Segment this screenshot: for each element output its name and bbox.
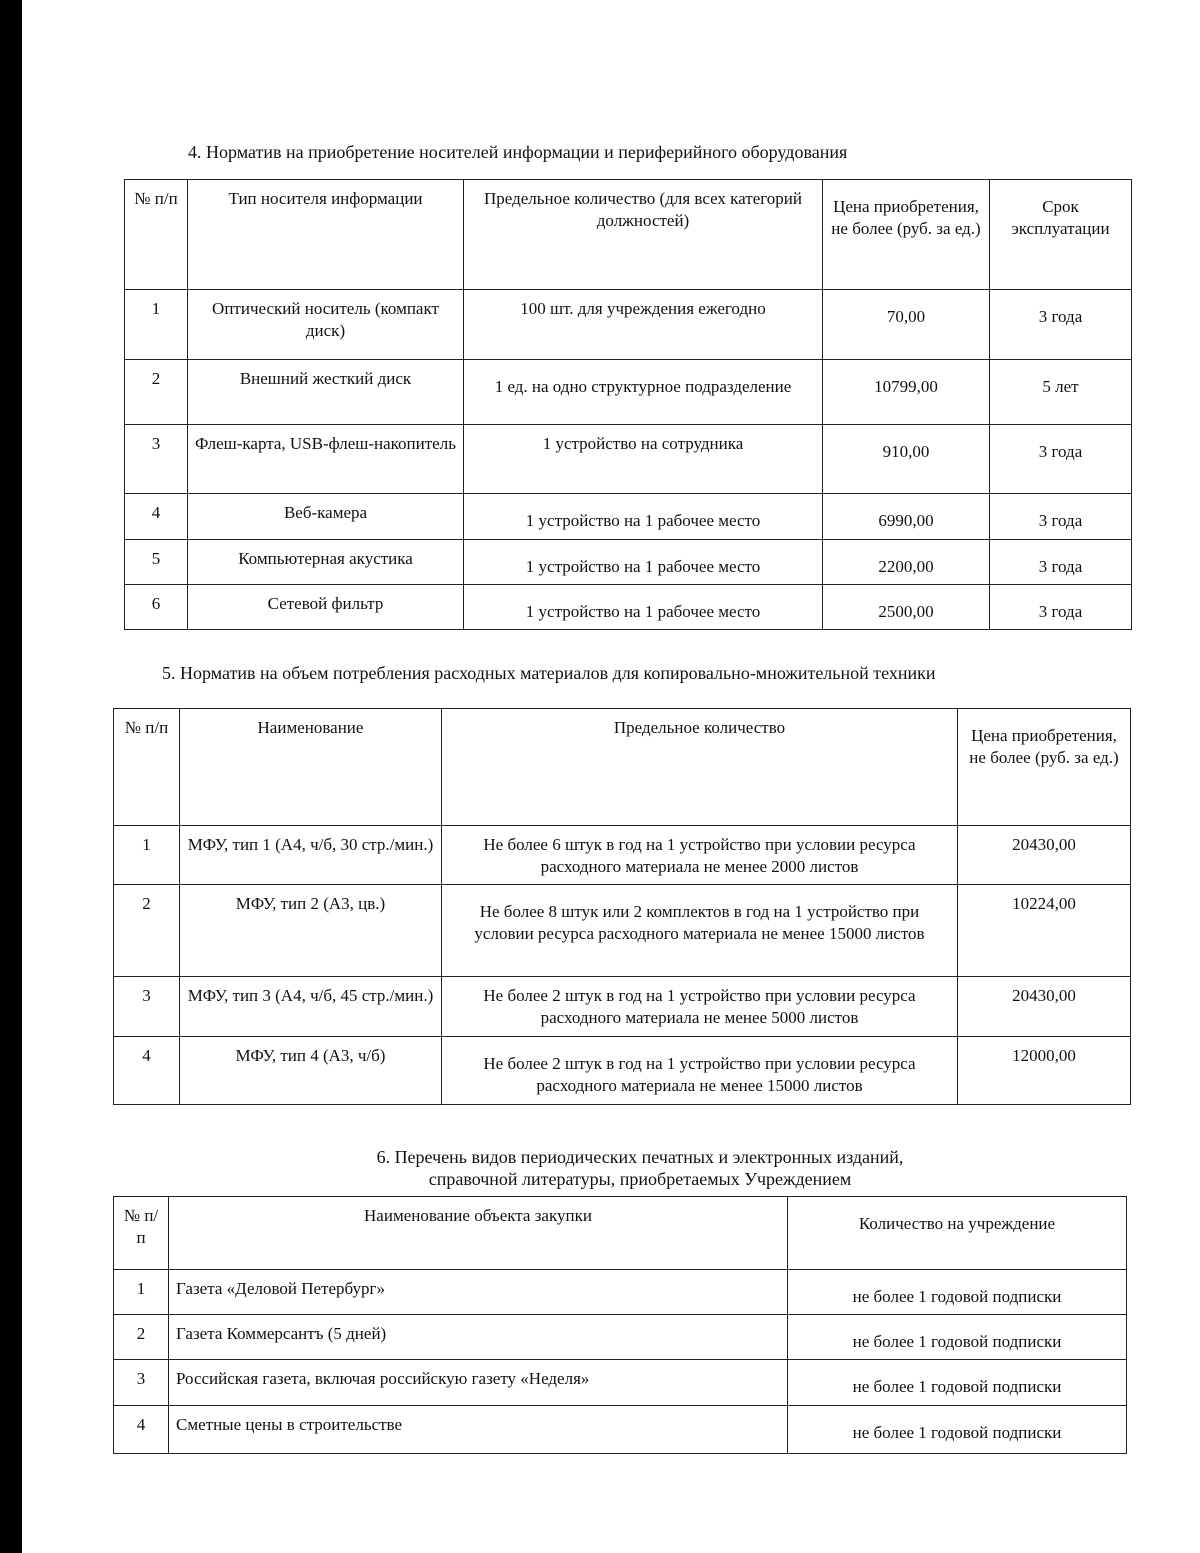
cell-term: 3 года — [990, 425, 1132, 494]
cell-type: Сетевой фильтр — [188, 585, 464, 630]
header-name: Наименование — [180, 709, 442, 826]
cell-term: 3 года — [990, 290, 1132, 360]
cell-qty: не более 1 годовой подписки — [788, 1360, 1127, 1406]
table-row — [114, 885, 1131, 977]
section-5-title: 5. Норматив на объем потребления расходных материалов для копировально-множительной техники — [162, 663, 936, 683]
section-6-title-line-1: 6. Перечень видов периодических печатных и электронных изданий, — [376, 1147, 904, 1167]
cell-name: МФУ, тип 3 (А4, ч/б, 45 стр./мин.) — [180, 977, 442, 1037]
table-header-row — [114, 1197, 1127, 1270]
table-row — [125, 494, 1132, 540]
cell-num: 2 — [114, 1315, 169, 1360]
cell-num: 3 — [125, 425, 188, 494]
table-row — [125, 290, 1132, 360]
header-term: Срок эксплуатации — [990, 180, 1132, 290]
header-qty: Количество на учреждение — [788, 1197, 1127, 1270]
cell-price: 20430,00 — [958, 826, 1131, 885]
cell-num: 4 — [125, 494, 188, 540]
table-row — [114, 826, 1131, 885]
cell-qty: Не более 2 штук в год на 1 устройство при условии ресурса расходного материала не менее 15000 листов — [442, 1037, 958, 1105]
header-num: № п/п — [114, 1197, 169, 1270]
cell-type: Флеш-карта, USB-флеш-накопитель — [188, 425, 464, 494]
cell-name: МФУ, тип 1 (А4, ч/б, 30 стр./мин.) — [180, 826, 442, 885]
cell-num: 5 — [125, 540, 188, 585]
cell-name: Российская газета, включая российскую газету «Неделя» — [169, 1360, 788, 1406]
cell-price: 6990,00 — [823, 494, 990, 540]
scan-left-edge — [0, 0, 22, 1553]
table-periodicals — [113, 1196, 1127, 1454]
cell-price: 20430,00 — [958, 977, 1131, 1037]
section-4-title: 4. Норматив на приобретение носителей информации и периферийного оборудования — [188, 142, 848, 162]
cell-qty: не более 1 годовой подписки — [788, 1315, 1127, 1360]
header-num: № п/п — [125, 180, 188, 290]
cell-term: 5 лет — [990, 360, 1132, 425]
cell-num: 1 — [114, 826, 180, 885]
cell-price: 2200,00 — [823, 540, 990, 585]
cell-price: 2500,00 — [823, 585, 990, 630]
table-row — [125, 360, 1132, 425]
cell-price: 70,00 — [823, 290, 990, 360]
cell-num: 6 — [125, 585, 188, 630]
cell-num: 2 — [114, 885, 180, 977]
cell-qty: 1 ед. на одно структурное подразделение — [464, 360, 823, 425]
section-6-title — [300, 1146, 980, 1190]
cell-num: 4 — [114, 1406, 169, 1454]
table-row — [125, 425, 1132, 494]
table-header-row — [114, 709, 1131, 826]
cell-price: 10799,00 — [823, 360, 990, 425]
cell-name: МФУ, тип 2 (А3, цв.) — [180, 885, 442, 977]
table-row — [114, 1406, 1127, 1454]
cell-qty: Не более 8 штук или 2 комплектов в год на 1 устройство при условии ресурса расходного материала не менее 15000 листов — [442, 885, 958, 977]
cell-qty: 100 шт. для учреждения ежегодно — [464, 290, 823, 360]
cell-type: Веб-камера — [188, 494, 464, 540]
cell-num: 1 — [114, 1270, 169, 1315]
cell-num: 2 — [125, 360, 188, 425]
cell-qty: Не более 6 штук в год на 1 устройство при условии ресурса расходного материала не менее 2000 листов — [442, 826, 958, 885]
header-type: Тип носителя информации — [188, 180, 464, 290]
table-header-row — [125, 180, 1132, 290]
table-row — [125, 540, 1132, 585]
cell-name: Сметные цены в строительстве — [169, 1406, 788, 1454]
table-row — [114, 1037, 1131, 1105]
cell-qty: 1 устройство на 1 рабочее место — [464, 540, 823, 585]
cell-qty: Не более 2 штук в год на 1 устройство при условии ресурса расходного материала не менее 5000 листов — [442, 977, 958, 1037]
cell-name: Газета «Деловой Петербург» — [169, 1270, 788, 1315]
header-qty: Предельное количество — [442, 709, 958, 826]
cell-qty: не более 1 годовой подписки — [788, 1406, 1127, 1454]
cell-qty: 1 устройство на сотрудника — [464, 425, 823, 494]
header-name: Наименование объекта закупки — [169, 1197, 788, 1270]
header-qty: Предельное количество (для всех категорий должностей) — [464, 180, 823, 290]
cell-type: Оптический носитель (компакт диск) — [188, 290, 464, 360]
cell-price: 12000,00 — [958, 1037, 1131, 1105]
table-storage-media — [124, 179, 1132, 630]
header-price: Цена приобретения, не более (руб. за ед.) — [823, 180, 990, 290]
cell-type: Внешний жесткий диск — [188, 360, 464, 425]
cell-type: Компьютерная акустика — [188, 540, 464, 585]
table-row — [114, 1360, 1127, 1406]
cell-num: 4 — [114, 1037, 180, 1105]
cell-qty: не более 1 годовой подписки — [788, 1270, 1127, 1315]
table-row — [125, 585, 1132, 630]
cell-term: 3 года — [990, 494, 1132, 540]
table-consumables — [113, 708, 1131, 1105]
cell-num: 3 — [114, 977, 180, 1037]
cell-term: 3 года — [990, 585, 1132, 630]
table-row — [114, 1270, 1127, 1315]
cell-num: 3 — [114, 1360, 169, 1406]
section-6-title-line-2: справочной литературы, приобретаемых Учреждением — [428, 1169, 852, 1189]
cell-term: 3 года — [990, 540, 1132, 585]
cell-qty: 1 устройство на 1 рабочее место — [464, 494, 823, 540]
cell-price: 10224,00 — [958, 885, 1131, 977]
cell-name: Газета Коммерсантъ (5 дней) — [169, 1315, 788, 1360]
header-num: № п/п — [114, 709, 180, 826]
cell-num: 1 — [125, 290, 188, 360]
table-row — [114, 977, 1131, 1037]
cell-name: МФУ, тип 4 (А3, ч/б) — [180, 1037, 442, 1105]
cell-price: 910,00 — [823, 425, 990, 494]
header-price: Цена приобретения, не более (руб. за ед.) — [958, 709, 1131, 826]
table-row — [114, 1315, 1127, 1360]
cell-qty: 1 устройство на 1 рабочее место — [464, 585, 823, 630]
